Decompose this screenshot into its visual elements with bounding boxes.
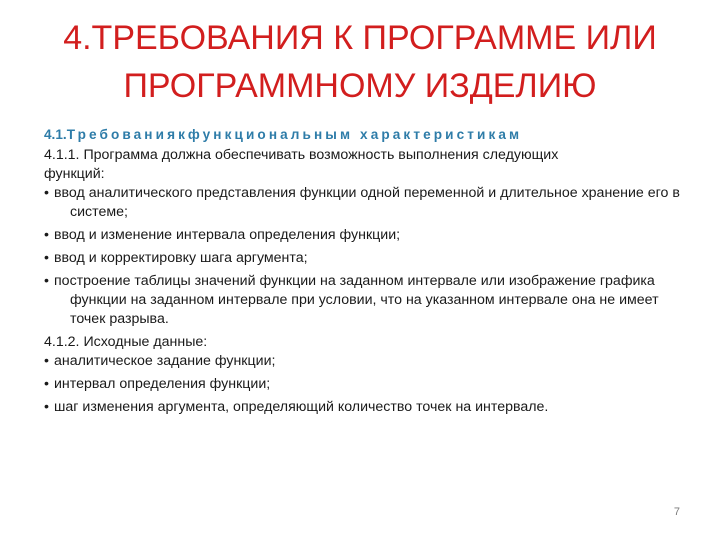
- list-item: [44, 375, 684, 394]
- bullet-icon: •: [44, 353, 49, 369]
- slide-body: [44, 125, 684, 421]
- input-data-bullet-list: [44, 352, 684, 417]
- list-item: [44, 398, 684, 417]
- slide-title-line-2: ПРОГРАММНОМУ ИЗДЕЛИЮ: [123, 67, 597, 105]
- bullet-icon: •: [44, 185, 49, 201]
- list-item-text: ввод и изменение интервала определения функции;: [54, 227, 401, 243]
- list-item-text: ввод и корректировку шага аргумента;: [54, 250, 308, 266]
- bullet-icon: •: [44, 227, 49, 243]
- paragraph-4-1-2: 4.1.2. Исходные данные:: [44, 334, 208, 350]
- list-item-text: шаг изменения аргумента, определяющий количество точек на интервале.: [54, 399, 549, 415]
- subheading-label: Требованиякфункциональным характеристикам: [66, 127, 523, 142]
- paragraph-4-1-1-line-1: 4.1.1. Программа должна обеспечивать возможность выполнения следующих: [44, 147, 559, 163]
- list-item-text: построение таблицы значений функции на заданном интервале или изображение графика функции на заданном интервале при условии, что на указанном интервале она не имеет точек разрыва.: [54, 273, 659, 327]
- slide-title-line-1: 4.ТРЕБОВАНИЯ К ПРОГРАММЕ ИЛИ: [63, 19, 657, 57]
- paragraph-4-1-1: [44, 146, 684, 184]
- functions-bullet-list: [44, 184, 684, 329]
- bullet-icon: •: [44, 399, 49, 415]
- page-number: 7: [673, 506, 680, 518]
- list-item: [44, 226, 684, 245]
- bullet-icon: •: [44, 273, 49, 289]
- subheading-number: 4.1.: [44, 127, 67, 142]
- list-item: [44, 272, 684, 329]
- bullet-icon: •: [44, 376, 49, 392]
- list-item: [44, 352, 684, 371]
- list-item-text: аналитическое задание функции;: [54, 353, 276, 369]
- list-item-text: интервал определения функции;: [54, 376, 271, 392]
- slide-title: [30, 14, 690, 110]
- list-item: [44, 249, 684, 268]
- list-item-text: ввод аналитического представления функции одной переменной и длительное хранение его в системе;: [54, 185, 680, 220]
- section-subheading: [44, 125, 684, 144]
- bullet-icon: •: [44, 250, 49, 266]
- paragraph-4-1-1-line-2: функций:: [44, 166, 105, 182]
- list-item: [44, 184, 684, 222]
